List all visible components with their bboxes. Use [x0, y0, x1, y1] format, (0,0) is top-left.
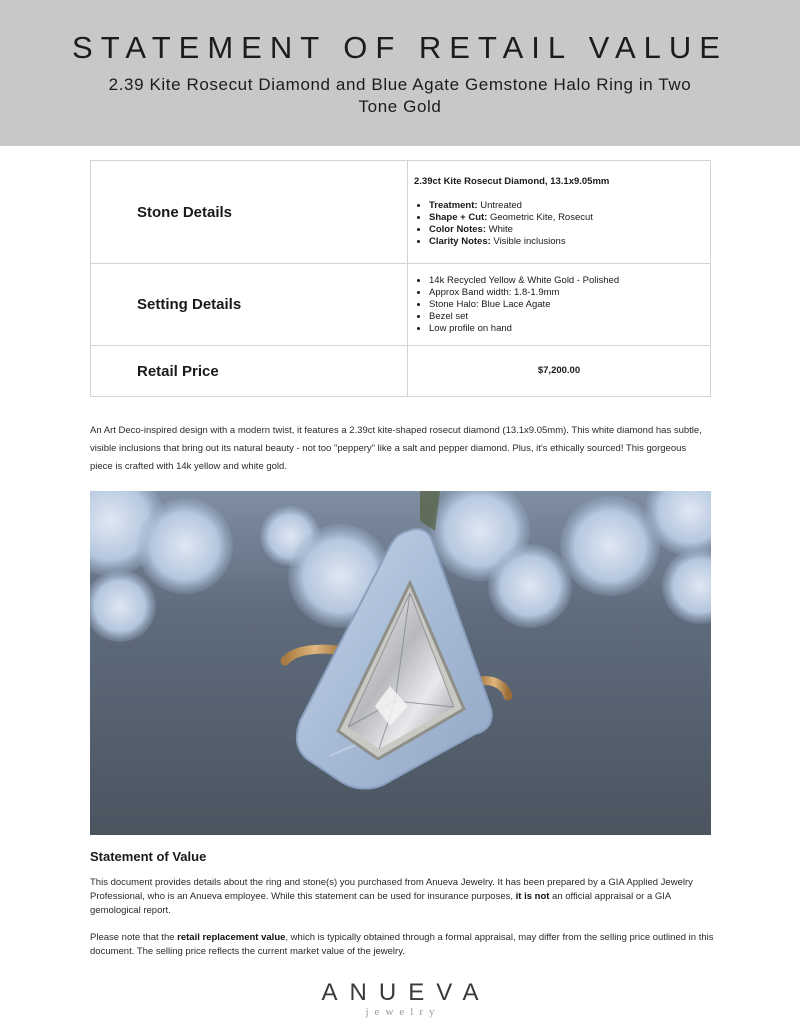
logo-subtitle: jewelry — [365, 1006, 441, 1018]
setting-details-list — [414, 275, 702, 335]
stone-details-label: Stone Details — [91, 161, 408, 264]
setting-item: • 14k Recycled Yellow & White Gold - Polished — [429, 275, 702, 287]
ring-illustration — [90, 491, 711, 835]
stone-color-key: Color Notes: — [429, 224, 486, 235]
setting-item: • Stone Halo: Blue Lace Agate — [429, 299, 702, 311]
ring-photo — [90, 491, 711, 835]
stone-details-value — [408, 161, 711, 264]
stone-clarity-key: Clarity Notes: — [429, 236, 491, 247]
sov-p2-text-end: , which is typically obtained through a formal appraisal, may differ from the selling price outlined in this document. The selling price reflects the current market value of the jewelry. — [90, 932, 714, 957]
anueva-logo — [0, 980, 800, 1018]
stone-details-row — [91, 161, 711, 264]
setting-item: • Approx Band width: 1.8-1.9mm — [429, 287, 702, 299]
stone-treatment — [429, 200, 702, 212]
stone-heading: 2.39ct Kite Rosecut Diamond, 13.1x9.05mm — [414, 176, 610, 187]
statement-of-value-title: Statement of Value — [90, 849, 207, 864]
details-table — [90, 160, 711, 397]
sov-p1-text: This document provides details about the ring and stone(s) you purchased from Anueva Jewelry. It has been prepared by a GIA Applied Jewelry Professional, who is an Anueva employee. While this statement can be used for insurance purposes, — [90, 877, 693, 902]
setting-item: • Bezel set — [429, 311, 702, 323]
stone-color — [429, 224, 702, 236]
document-title: STATEMENT OF RETAIL VALUE — [72, 30, 728, 65]
setting-details-value — [408, 264, 711, 346]
stone-clarity — [429, 236, 702, 248]
sov-p2-text: Please note that the — [90, 932, 178, 943]
statement-paragraph-1 — [90, 876, 715, 918]
stone-color-value: White — [488, 224, 513, 235]
retail-price-row — [91, 346, 711, 397]
logo-wordmark: ANUEVA — [321, 979, 491, 1006]
product-description: An Art Deco-inspired design with a modern twist, it features a 2.39ct kite-shaped rosecut diamond (13.1x9.05mm). This white diamond has subtle, visible inclusions that bring out its natural beauty - not too "peppery" like a salt and pepper diamond. Plus, it's ethically sourced! This gorgeous piece is crafted with 14k yellow and white gold. — [90, 425, 702, 472]
stone-treatment-key: Treatment: — [429, 200, 478, 211]
stone-details-list — [414, 200, 702, 248]
page-header — [0, 0, 800, 146]
statement-paragraph-2 — [90, 931, 715, 959]
setting-details-label: Setting Details — [91, 264, 408, 346]
stone-treatment-value: Untreated — [480, 200, 522, 211]
setting-details-row — [91, 264, 711, 346]
setting-item: • Low profile on hand — [429, 323, 702, 335]
sov-p2-bold: retail replacement value — [177, 932, 286, 943]
stone-clarity-value: Visible inclusions — [493, 236, 566, 247]
sov-p1-text-end: an official appraisal or a GIA gemological report. — [90, 891, 671, 916]
stone-shape-cut — [429, 212, 702, 224]
sov-p1-bold: it is not — [515, 891, 550, 902]
retail-price-value: $7,200.00 — [408, 346, 711, 397]
stone-shape-key: Shape + Cut: — [429, 212, 488, 223]
product-subtitle: 2.39 Kite Rosecut Diamond and Blue Agate Gemstone Halo Ring in Two Tone Gold — [108, 75, 692, 116]
retail-price-label: Retail Price — [91, 346, 408, 397]
stone-shape-value: Geometric Kite, Rosecut — [489, 212, 593, 223]
